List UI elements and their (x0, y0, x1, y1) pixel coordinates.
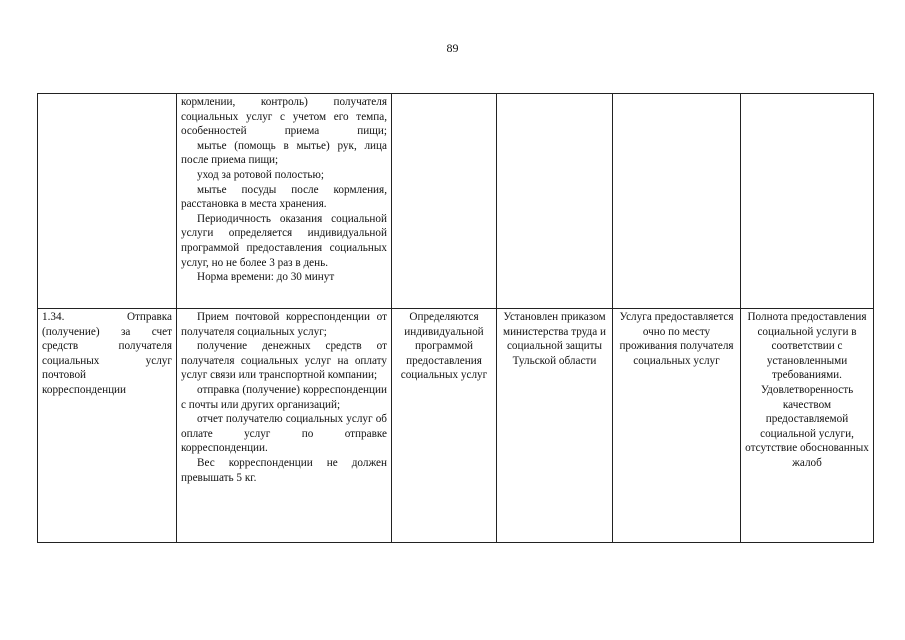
timing-cell: Определяются индивидуальной программой предоставления социальных услуг (392, 309, 497, 543)
services-table (37, 93, 874, 543)
content-paragraph: уход за ротовой полостью; (197, 168, 324, 181)
page-number: 89 (446, 41, 459, 55)
content-paragraph: получение денежных средств от получателя социальных услуг на оплату услуг связи или транспортной компании; (181, 340, 387, 382)
service-name-cell (38, 94, 177, 309)
conditions-cell: Услуга предоставляется очно по месту проживания получателя социальных услуг (613, 309, 741, 543)
content-paragraph: отправка (получение) корреспонденции с почты или других организаций; (181, 383, 387, 411)
cost-cell: Установлен приказом министерства труда и социальной защиты Тульской области (497, 309, 613, 543)
service-content-cell (177, 309, 392, 543)
table-row (38, 94, 874, 309)
quality-cell (741, 94, 874, 309)
table-row (38, 309, 874, 543)
service-name-cell: 1.34. Отправка (получение) за счет средств получателя социальных услуг почтовой корреспонденции (38, 309, 177, 543)
content-paragraph: Прием почтовой корреспонденции от получателя социальных услуг; (181, 311, 387, 338)
content-paragraph: Вес корреспонденции не должен превышать 5 кг. (181, 456, 387, 484)
conditions-cell (613, 94, 741, 309)
quality-cell: Полнота предоставления социальной услуги в соответствии с установленными требованиями. Удовлетворенность качеством предоставляемой социальной услуги, отсутствие обоснованных жалоб (741, 309, 874, 543)
content-paragraph: Норма времени: до 30 минут (197, 271, 335, 284)
timing-cell (392, 94, 497, 309)
content-paragraph: мытье (помощь в мытье) рук, лица после приема пищи; (181, 139, 387, 167)
service-content-cell (177, 94, 392, 309)
cost-cell (497, 94, 613, 309)
content-paragraph: Периодичность оказания социальной услуги определяется индивидуальной программой предоставления социальных услуг, но не более 3 раз в день. (181, 212, 387, 269)
content-paragraph: отчет получателю социальных услуг об оплате услуг по отправке корреспонденции. (181, 413, 387, 455)
content-paragraph: кормлении, контроль) получателя социальных услуг с учетом его темпа, особенностей приема пищи; (181, 96, 387, 138)
content-paragraph: мытье посуды после кормления, расстановка в места хранения. (181, 183, 387, 211)
